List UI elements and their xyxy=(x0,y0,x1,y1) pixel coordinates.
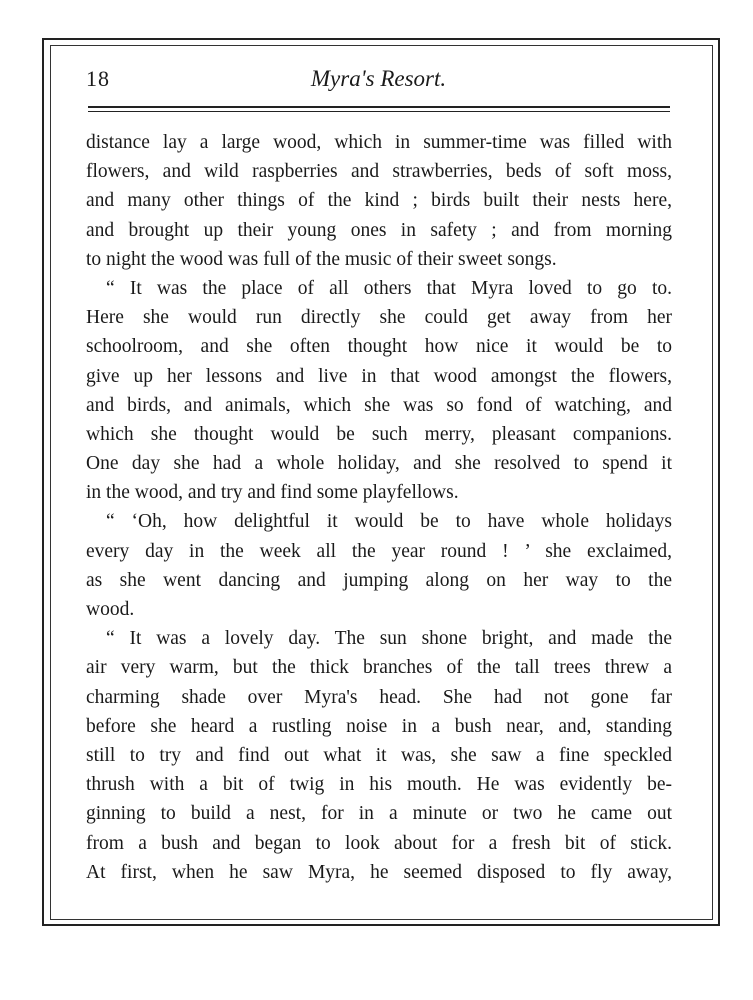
text-line: thrush with a bit of twig in his mouth. He was evidently be- xyxy=(86,774,672,796)
text-line: distance lay a large wood, which in summer-time was filled with xyxy=(86,132,672,153)
text-line: and birds, and animals, which she was so fond of watching, and xyxy=(86,394,672,416)
text-line: “ It was a lovely day. The sun shone bright, and made the xyxy=(106,628,672,650)
page-number: 18 xyxy=(86,66,110,91)
text-line: wood. xyxy=(86,599,135,620)
text-line: charming shade over Myra's head. She had not gone far xyxy=(86,686,672,708)
text-line: “ It was the place of all others that Myra loved to go to. xyxy=(106,277,672,299)
text-line: and brought up their young ones in safety ; and from morning xyxy=(86,219,672,241)
paragraph xyxy=(86,274,672,508)
text-line: At first, when he saw Myra, he seemed disposed to fly away, xyxy=(86,861,672,883)
paragraph xyxy=(86,507,672,624)
paragraph xyxy=(86,128,672,274)
text-line: to night the wood was full of the music of their sweet songs. xyxy=(86,248,557,270)
text-line: give up her lessons and live in that wood amongst the flowers, xyxy=(86,365,672,387)
text-line: which she thought would be such merry, pleasant companions. xyxy=(86,423,672,445)
text-line: schoolroom, and she often thought how nice it would be to xyxy=(86,336,672,358)
text-line: still to try and find out what it was, she saw a fine speckled xyxy=(86,744,672,766)
text-line: Here she would run directly she could get away from her xyxy=(86,307,672,329)
running-title: Myra's Resort. xyxy=(310,66,447,91)
header-rule xyxy=(88,106,670,108)
text-line: from a bush and began to look about for a fresh bit of stick. xyxy=(86,832,672,854)
text-line: in the wood, and try and find some playfellows. xyxy=(86,482,459,504)
text-line: and many other things of the kind ; birds built their nests here, xyxy=(86,190,672,212)
page-header xyxy=(86,62,671,102)
text-line: ginning to build a nest, for in a minute or two he came out xyxy=(86,803,672,825)
text-line: before she heard a rustling noise in a bush near, and, standing xyxy=(86,715,672,737)
text-line: One day she had a whole holiday, and she resolved to spend it xyxy=(86,453,672,475)
text-line: air very warm, but the thick branches of the tall trees threw a xyxy=(86,657,672,679)
paragraph xyxy=(86,624,672,887)
text-line: as she went dancing and jumping along on her way to the xyxy=(86,569,672,591)
text-line: flowers, and wild raspberries and strawberries, beds of soft moss, xyxy=(86,161,672,183)
text-line: “ ‘Oh, how delightful it would be to have whole holidays xyxy=(106,511,672,533)
text-line: every day in the week all the year round ! ’ she exclaimed, xyxy=(86,540,672,562)
body-text xyxy=(86,128,672,887)
header-rule-thin xyxy=(88,111,670,112)
